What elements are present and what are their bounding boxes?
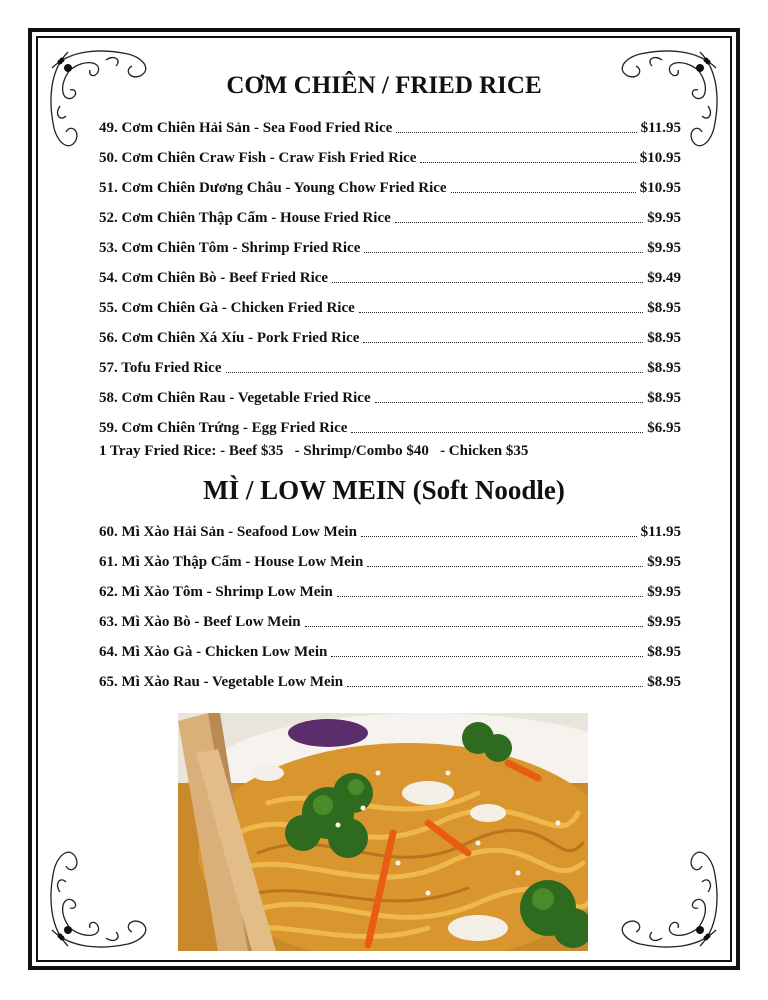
corner-flourish-icon (40, 838, 160, 958)
menu-item (99, 233, 681, 263)
item-name: 57. Tofu Fried Rice (99, 359, 222, 376)
item-name: 49. Cơm Chiên Hải Sản - Sea Food Fried Rice (99, 119, 393, 136)
menu-item (99, 203, 681, 233)
section-title-low-mein (0, 475, 768, 506)
item-name: 59. Cơm Chiên Trứng - Egg Fried Rice (99, 419, 348, 436)
menu-item (99, 413, 681, 443)
dot-leader (331, 655, 643, 657)
tray-fried-rice-pricing: 1 Tray Fried Rice: - Beef $35 - Shrimp/Combo $40 - Chicken $35 (99, 443, 529, 459)
menu-item (99, 667, 681, 697)
dot-leader (332, 281, 643, 283)
item-name: 64. Mì Xào Gà - Chicken Low Mein (99, 643, 328, 660)
menu-item (99, 383, 681, 413)
dot-leader (226, 371, 644, 373)
item-name: 52. Cơm Chiên Thập Cẩm - House Fried Rice (99, 209, 391, 226)
item-price: $9.95 (647, 209, 681, 226)
item-price: $8.95 (647, 329, 681, 346)
dot-leader (305, 625, 644, 627)
section-title-fried-rice: CƠM CHIÊN / FRIED RICE (226, 72, 542, 99)
item-price: $9.49 (647, 269, 681, 286)
menu-item (99, 517, 681, 547)
item-name: 61. Mì Xào Thập Cẩm - House Low Mein (99, 553, 364, 570)
item-price: $8.95 (647, 299, 681, 316)
item-price: $8.95 (647, 389, 681, 406)
dot-leader (347, 685, 643, 687)
item-name: 51. Cơm Chiên Dương Châu - Young Chow Fried Rice (99, 179, 447, 196)
dot-leader (396, 131, 636, 133)
dot-leader (364, 251, 643, 253)
dot-leader (375, 401, 644, 403)
dot-leader (337, 595, 643, 597)
item-price: $8.95 (647, 673, 681, 690)
section-title-low-mein-main: MÌ / LOW MEIN (203, 475, 406, 505)
dot-leader (395, 221, 643, 223)
menu-item (99, 323, 681, 353)
item-price: $9.95 (647, 239, 681, 256)
item-price: $11.95 (640, 119, 681, 136)
item-name: 63. Mì Xào Bò - Beef Low Mein (99, 613, 301, 630)
item-name: 54. Cơm Chiên Bò - Beef Fried Rice (99, 269, 329, 286)
item-price: $8.95 (647, 643, 681, 660)
item-name: 55. Cơm Chiên Gà - Chicken Fried Rice (99, 299, 355, 316)
item-name: 60. Mì Xào Hải Sản - Seafood Low Mein (99, 523, 357, 540)
item-name: 65. Mì Xào Rau - Vegetable Low Mein (99, 673, 344, 690)
item-name: 53. Cơm Chiên Tôm - Shrimp Fried Rice (99, 239, 361, 256)
menu-item (99, 353, 681, 383)
dot-leader (363, 341, 643, 343)
item-price: $9.95 (647, 613, 681, 630)
dot-leader (451, 191, 636, 193)
menu-item (99, 113, 681, 143)
item-price: $10.95 (639, 149, 681, 166)
fried-rice-menu-list (99, 113, 681, 443)
corner-flourish-icon (608, 838, 728, 958)
item-name: 56. Cơm Chiên Xá Xíu - Pork Fried Rice (99, 329, 360, 346)
item-price: $8.95 (647, 359, 681, 376)
item-price: $9.95 (647, 583, 681, 600)
dot-leader (420, 161, 635, 163)
item-price: $10.95 (639, 179, 681, 196)
menu-item (99, 577, 681, 607)
item-price: $6.95 (647, 419, 681, 436)
item-price: $9.95 (647, 553, 681, 570)
menu-item (99, 173, 681, 203)
dot-leader (351, 431, 643, 433)
menu-item (99, 263, 681, 293)
dot-leader (367, 565, 643, 567)
dot-leader (359, 311, 643, 313)
item-price: $11.95 (640, 523, 681, 540)
menu-item (99, 637, 681, 667)
low-mein-menu-list (99, 517, 681, 697)
noodle-dish-photo (178, 713, 588, 951)
dot-leader (361, 535, 637, 537)
item-name: 62. Mì Xào Tôm - Shrimp Low Mein (99, 583, 333, 600)
menu-item (99, 143, 681, 173)
menu-item (99, 293, 681, 323)
item-name: 58. Cơm Chiên Rau - Vegetable Fried Rice (99, 389, 371, 406)
menu-item (99, 547, 681, 577)
item-name: 50. Cơm Chiên Craw Fish - Craw Fish Fried Rice (99, 149, 417, 166)
section-title-low-mein-suffix: (Soft Noodle) (412, 475, 565, 505)
menu-item (99, 607, 681, 637)
